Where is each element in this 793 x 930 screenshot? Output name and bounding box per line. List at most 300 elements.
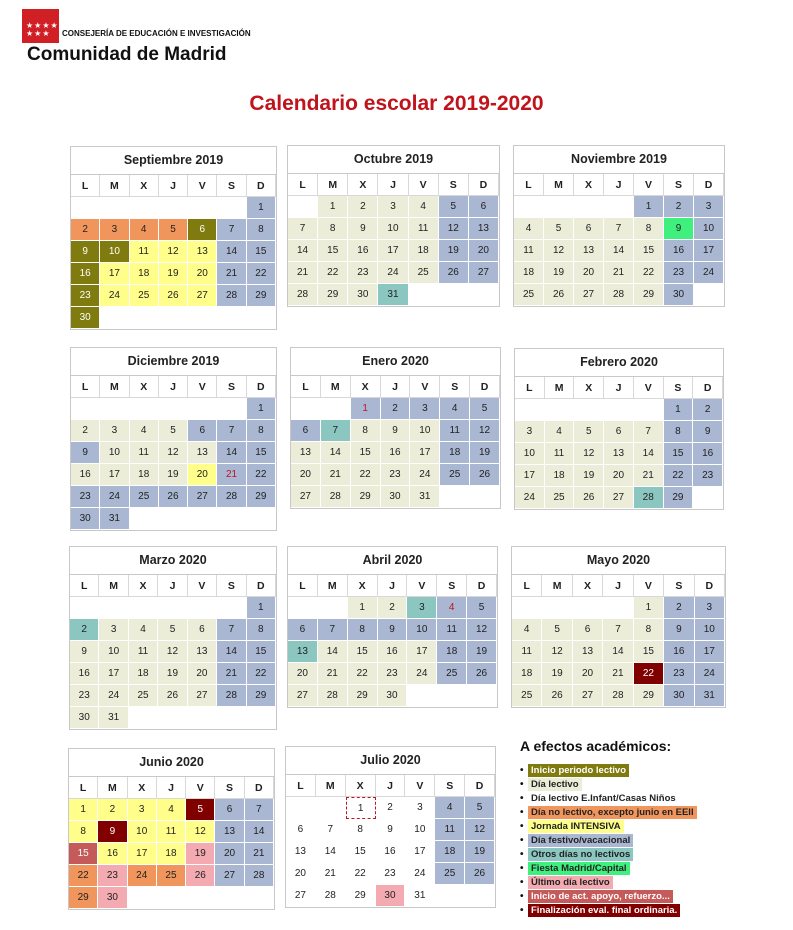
day-cell: 1 [664,399,694,421]
month-calendar [70,146,277,330]
day-cell: 13 [291,442,321,464]
day-cell: 29 [247,285,276,307]
weekday-header: J [376,775,406,797]
legend-item [520,777,770,791]
day-cell: 29 [664,487,694,509]
day-cell: 26 [159,285,188,307]
day-cell: 27 [286,885,316,907]
empty-cell [71,197,100,219]
empty-cell [188,597,217,619]
day-cell: 18 [435,841,465,863]
day-cell: 29 [634,685,664,707]
day-cell: 15 [346,841,376,863]
day-cell: 22 [351,464,381,486]
day-cell: 11 [130,241,159,263]
empty-cell [288,597,318,619]
day-cell: 14 [316,841,346,863]
day-cell: 6 [574,218,604,240]
day-cell: 10 [128,821,157,843]
day-cell: 4 [514,218,544,240]
weekday-header: X [574,174,604,196]
day-cell: 18 [512,663,542,685]
month-title: Abril 2020 [288,547,497,575]
day-cell: 17 [694,240,724,262]
day-cell: 25 [130,285,159,307]
weekday-header: J [159,175,188,197]
day-cell: 23 [348,262,378,284]
day-cell: 28 [288,284,318,306]
empty-cell [286,797,316,819]
day-cell: 6 [188,420,217,442]
day-cell: 31 [100,508,129,530]
day-cell: 23 [378,663,408,685]
day-cell: 17 [100,263,129,285]
legend-label: Finalización eval. final ordinaria. [528,904,680,917]
month-title: Octubre 2019 [288,146,499,174]
day-cell: 8 [348,619,378,641]
weekday-header: V [188,175,217,197]
legend-item [520,819,770,833]
day-cell: 13 [188,442,217,464]
day-cell: 28 [245,865,274,887]
weekday-header: S [437,575,467,597]
weekday-header: S [440,376,470,398]
day-cell: 20 [469,240,499,262]
month-calendar [511,546,726,708]
legend-item [520,791,770,805]
day-cell: 24 [378,262,408,284]
day-cell: 18 [157,843,186,865]
day-cell: 10 [100,442,129,464]
legend-item [520,763,770,777]
day-cell: 12 [470,420,500,442]
day-cell: 22 [634,663,664,685]
day-cell: 2 [378,597,408,619]
day-cell: 28 [604,284,634,306]
day-cell: 6 [469,196,499,218]
day-cell: 26 [574,487,604,509]
day-cell: 10 [405,819,435,841]
empty-cell [129,597,158,619]
day-cell: 7 [217,420,246,442]
weekday-header: D [467,575,497,597]
day-cell: 21 [321,464,351,486]
day-cell: 17 [128,843,157,865]
day-cell: 11 [157,821,186,843]
day-cell: 22 [348,663,378,685]
day-cell: 12 [544,240,574,262]
weekday-header: S [439,174,469,196]
day-cell: 2 [71,420,100,442]
month-grid [70,575,276,729]
day-cell: 5 [465,797,495,819]
day-cell: 18 [545,465,575,487]
day-cell: 12 [186,821,215,843]
weekday-header: M [100,175,129,197]
day-cell: 3 [99,619,128,641]
bullet-icon: • [520,904,524,916]
day-cell: 5 [439,196,469,218]
day-cell: 23 [693,465,723,487]
day-cell: 3 [695,597,725,619]
day-cell: 16 [693,443,723,465]
weekday-header: J [378,575,408,597]
weekday-header: L [71,376,100,398]
empty-cell [100,197,129,219]
day-cell: 11 [129,641,158,663]
day-cell: 9 [376,819,406,841]
day-cell: 1 [318,196,348,218]
day-cell: 4 [130,219,159,241]
month-grid [288,174,499,306]
day-cell: 3 [100,219,129,241]
day-cell: 12 [159,241,188,263]
day-cell: 28 [603,685,633,707]
day-cell: 15 [247,241,276,263]
day-cell: 27 [469,262,499,284]
day-cell: 8 [351,420,381,442]
weekday-header: M [321,376,351,398]
empty-cell [603,597,633,619]
day-cell: 11 [514,240,544,262]
legend-item [520,889,770,903]
day-cell: 9 [378,619,408,641]
month-calendar [69,546,277,730]
day-cell: 23 [664,663,694,685]
day-cell: 31 [99,707,128,729]
month-title: Febrero 2020 [515,349,723,377]
day-cell: 14 [604,240,634,262]
day-cell: 21 [603,663,633,685]
day-cell: 21 [245,843,274,865]
day-cell: 21 [288,262,318,284]
day-cell: 31 [405,885,435,907]
day-cell: 10 [407,619,437,641]
day-cell: 26 [159,486,188,508]
weekday-header: X [346,775,376,797]
day-cell: 19 [186,843,215,865]
weekday-header: M [318,575,348,597]
legend [520,738,770,917]
day-cell: 27 [604,487,634,509]
weekday-header: S [215,777,244,799]
day-cell: 16 [664,240,694,262]
weekday-header: X [130,175,159,197]
empty-cell [512,597,542,619]
day-cell: 22 [247,464,276,486]
day-cell: 28 [634,487,664,509]
day-cell: 2 [70,619,99,641]
weekday-header: V [186,777,215,799]
day-cell: 16 [664,641,694,663]
weekday-header: V [634,575,664,597]
empty-cell [291,398,321,420]
empty-cell [188,197,217,219]
day-cell: 27 [215,865,244,887]
weekday-header: X [128,777,157,799]
day-cell: 18 [129,663,158,685]
empty-cell [574,196,604,218]
weekday-header: L [512,575,542,597]
consejeria-label: CONSEJERÍA DE EDUCACIÓN E INVESTIGACIÓN [62,29,251,38]
day-cell: 7 [604,218,634,240]
day-cell: 16 [71,263,100,285]
day-cell: 20 [574,262,604,284]
day-cell: 28 [217,486,246,508]
day-cell: 25 [437,663,467,685]
weekday-header: V [634,174,664,196]
weekday-header: J [604,174,634,196]
weekday-header: X [574,377,604,399]
day-cell: 11 [545,443,575,465]
day-cell: 26 [439,262,469,284]
day-cell: 8 [69,821,98,843]
empty-cell [188,398,217,420]
weekday-header: X [130,376,159,398]
empty-cell [545,399,575,421]
day-cell: 8 [634,218,664,240]
day-cell: 6 [215,799,244,821]
day-cell: 3 [128,799,157,821]
empty-cell [99,597,128,619]
bullet-icon: • [520,764,524,776]
month-title: Diciembre 2019 [71,348,276,376]
day-cell: 16 [70,663,99,685]
empty-cell [158,597,187,619]
month-title: Septiembre 2019 [71,147,276,175]
day-cell: 6 [604,421,634,443]
day-cell: 12 [542,641,572,663]
day-cell: 10 [378,218,408,240]
month-grid [515,377,723,509]
day-cell: 9 [664,218,694,240]
day-cell: 10 [100,241,129,263]
day-cell: 20 [604,465,634,487]
day-cell: 1 [69,799,98,821]
day-cell: 4 [129,619,158,641]
day-cell: 15 [348,641,378,663]
day-cell: 5 [574,421,604,443]
day-cell: 30 [348,284,378,306]
comunidad-madrid-logo [22,9,59,43]
legend-label: Jornada INTENSIVA [528,820,624,833]
day-cell: 3 [410,398,440,420]
day-cell: 2 [376,797,406,819]
weekday-header: S [217,376,246,398]
empty-cell [316,797,346,819]
day-cell: 5 [467,597,497,619]
day-cell: 22 [346,863,376,885]
day-cell: 28 [217,685,246,707]
day-cell: 24 [410,464,440,486]
day-cell: 11 [437,619,467,641]
month-calendar [287,546,498,708]
weekday-header: L [71,175,100,197]
day-cell: 19 [159,464,188,486]
empty-cell [573,597,603,619]
weekday-header: X [129,575,158,597]
day-cell: 14 [217,241,246,263]
legend-label: Último día lectivo [528,876,613,889]
day-cell: 3 [405,797,435,819]
day-cell: 23 [381,464,411,486]
weekday-header: M [316,775,346,797]
legend-title: A efectos académicos: [520,738,672,754]
legend-item [520,847,770,861]
bullet-icon: • [520,862,524,874]
day-cell: 26 [158,685,187,707]
day-cell: 1 [247,597,276,619]
month-calendar [513,145,725,307]
day-cell: 11 [512,641,542,663]
day-cell: 25 [440,464,470,486]
legend-label: Día no lectivo, excepto junio en EEII [528,806,697,819]
day-cell: 10 [410,420,440,442]
day-cell: 20 [288,663,318,685]
month-title: Enero 2020 [291,348,500,376]
weekday-header: V [188,575,217,597]
day-cell: 28 [316,885,346,907]
day-cell: 5 [159,219,188,241]
bullet-icon: • [520,834,524,846]
day-cell: 28 [217,285,246,307]
day-cell: 25 [435,863,465,885]
page-title: Calendario escolar 2019-2020 [249,92,544,115]
day-cell: 15 [247,641,276,663]
comunidad-label: Comunidad de Madrid [27,44,227,65]
empty-cell [574,399,604,421]
weekday-header: D [247,376,276,398]
day-cell: 9 [381,420,411,442]
empty-cell [604,399,634,421]
day-cell: 9 [71,442,100,464]
weekday-header: J [159,376,188,398]
day-cell: 1 [247,398,276,420]
day-cell: 27 [291,486,321,508]
day-cell: 27 [188,685,217,707]
day-cell: 26 [186,865,215,887]
day-cell: 1 [346,797,376,819]
day-cell: 8 [247,420,276,442]
day-cell: 2 [381,398,411,420]
day-cell: 1 [634,196,664,218]
day-cell: 27 [288,685,318,707]
weekday-header: X [348,575,378,597]
day-cell: 3 [515,421,545,443]
bullet-icon: • [520,778,524,790]
legend-label: Día lectivo E.Infant/Casas Niños [531,792,676,804]
legend-label: Día lectivo [528,778,582,791]
month-grid [69,777,274,909]
day-cell: 29 [318,284,348,306]
empty-cell [544,196,574,218]
day-cell: 29 [351,486,381,508]
day-cell: 18 [130,263,159,285]
weekday-header: D [247,575,276,597]
day-cell: 12 [158,641,187,663]
weekday-header: V [407,575,437,597]
day-cell: 16 [348,240,378,262]
day-cell: 29 [346,885,376,907]
day-cell: 12 [465,819,495,841]
day-cell: 12 [574,443,604,465]
day-cell: 25 [514,284,544,306]
day-cell: 22 [318,262,348,284]
empty-cell [321,398,351,420]
empty-cell [70,597,99,619]
day-cell: 20 [286,863,316,885]
day-cell: 16 [376,841,406,863]
day-cell: 6 [288,619,318,641]
day-cell: 30 [664,685,694,707]
day-cell: 28 [321,486,351,508]
day-cell: 19 [439,240,469,262]
day-cell: 21 [217,464,246,486]
weekday-header: S [435,775,465,797]
day-cell: 20 [291,464,321,486]
month-title: Marzo 2020 [70,547,276,575]
weekday-header: J [157,777,186,799]
day-cell: 2 [693,399,723,421]
day-cell: 29 [634,284,664,306]
day-cell: 17 [515,465,545,487]
legend-item [520,903,770,917]
day-cell: 27 [574,284,604,306]
day-cell: 9 [664,619,694,641]
day-cell: 30 [71,508,100,530]
day-cell: 19 [544,262,574,284]
day-cell: 22 [664,465,694,487]
day-cell: 18 [409,240,439,262]
day-cell: 3 [694,196,724,218]
day-cell: 2 [348,196,378,218]
legend-items [520,763,770,917]
day-cell: 13 [288,641,318,663]
month-grid [512,575,725,707]
day-cell: 20 [188,263,217,285]
day-cell: 15 [634,240,664,262]
weekday-header: L [514,174,544,196]
day-cell: 13 [188,241,217,263]
month-grid [288,575,497,707]
day-cell: 3 [378,196,408,218]
day-cell: 27 [188,486,217,508]
day-cell: 17 [378,240,408,262]
day-cell: 9 [348,218,378,240]
day-cell: 7 [217,219,246,241]
day-cell: 9 [98,821,127,843]
day-cell: 2 [71,219,100,241]
day-cell: 6 [573,619,603,641]
day-cell: 1 [247,197,276,219]
day-cell: 16 [378,641,408,663]
day-cell: 25 [129,685,158,707]
day-cell: 25 [409,262,439,284]
weekday-header: M [98,777,127,799]
day-cell: 4 [409,196,439,218]
weekday-header: J [381,376,411,398]
day-cell: 6 [188,619,217,641]
weekday-header: J [158,575,187,597]
legend-label: Fiesta Madrid/Capital [528,862,630,875]
legend-item [520,805,770,819]
day-cell: 7 [318,619,348,641]
day-cell: 14 [288,240,318,262]
day-cell: 23 [71,486,100,508]
day-cell: 24 [100,285,129,307]
day-cell: 24 [99,685,128,707]
day-cell: 16 [98,843,127,865]
